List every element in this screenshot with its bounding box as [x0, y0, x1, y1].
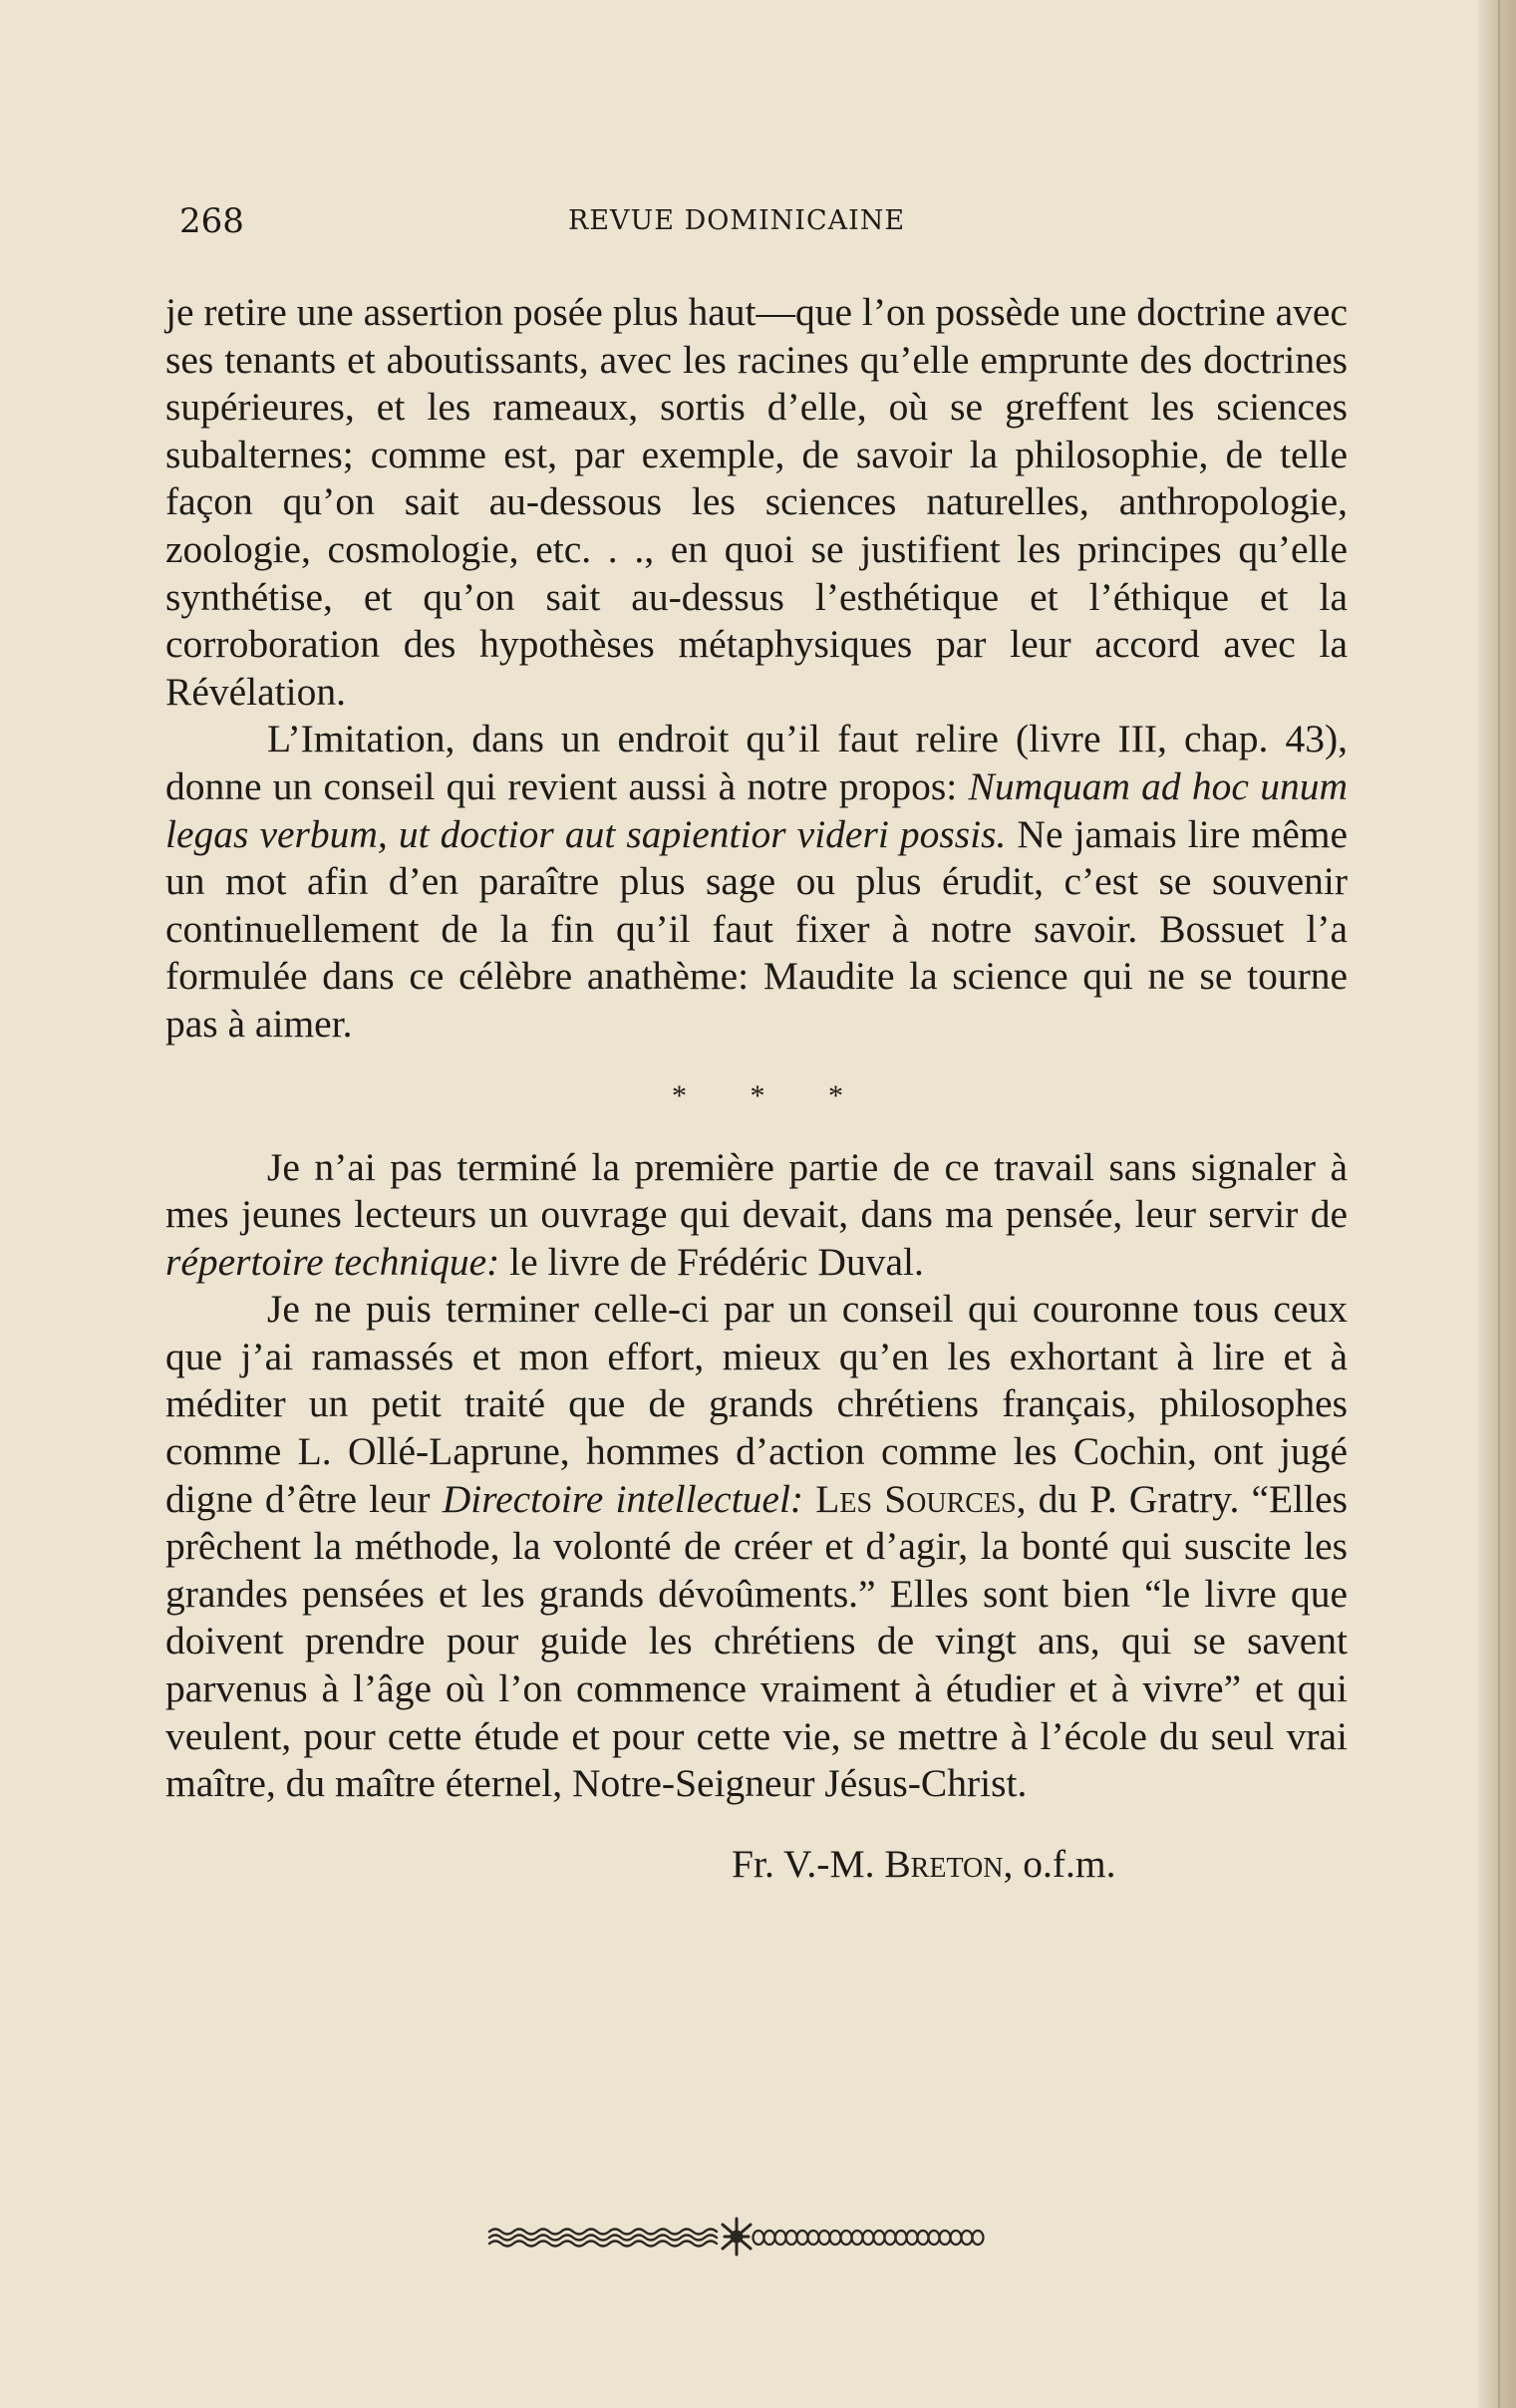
paragraph-2-intro: L’Imitation, dans un endroit qu’il faut relire (livre III, chap. 43), donne un conseil qui revient aussi à notre propos: [165, 717, 1348, 808]
page-edge-line [1498, 0, 1500, 2408]
page-edge [1478, 0, 1516, 2408]
author-signature [165, 1834, 1348, 1894]
book-title: Les Sources, [815, 1476, 1027, 1521]
section-separator: * * * [672, 1078, 871, 1112]
end-ornament [487, 2217, 986, 2257]
signature-suffix: o.f.m. [1013, 1841, 1116, 1886]
signature-surname: Breton, [884, 1841, 1014, 1886]
running-title: REVUE DOMINICAINE [568, 205, 906, 236]
paragraph-3 [165, 1144, 1348, 1287]
paragraph-4-before: Je ne puis terminer celle-ci par un conseil qui couronne tous ceux que j’ai ramassés et mon effort, mieux qu’en les exhortant à lire et à méditer un petit traité que de grands chrétiens français, philosophes comme L. Ollé-Laprune, hommes d’action comme les Cochin, ont jugé digne d’être leur [165, 1287, 1348, 1521]
paragraph-3-after: le livre de Frédéric Duval. [499, 1239, 924, 1284]
paragraph-4-after: du P. Gratry. “Elles prêchent la méthode, la volonté de créer et d’agir, la bonté qui suscite les grandes pensées et les grands dévoûments.” Elles sont bien “le livre que doivent prendre pour guide les chrétiens de vingt ans, qui se savent parvenus à l’âge où l’on commence vraiment à étudier et à vivre” et qui veulent, pour cette étude et pour cette vie, se mettre à l’école du seul vrai maître, du maître éternel, Notre-Seigneur Jésus-Christ. [165, 1476, 1348, 1806]
ornament-right-chain [754, 2231, 984, 2245]
paragraph-4 [165, 1286, 1348, 1808]
page-header [179, 197, 1346, 245]
paragraph-2 [165, 716, 1348, 1048]
ornament-center-flourish [723, 2219, 751, 2255]
ornament-left-wave [489, 2230, 717, 2247]
latin-quote: Numquam ad hoc unum legas verbum, ut doctior aut sapientior videri possis. [165, 763, 1348, 856]
paragraph-4-italic: Directoire intellectuel: [442, 1476, 804, 1521]
paragraph-1: je retire une assertion posée plus haut—que l’on possède une doctrine avec ses tenants et aboutissants, avec les racines qu’elle emprunte des doctrines supérieures, et les rameaux, sortis d’elle, où se greffent les sciences subalternes; comme est, par exemple, de savoir la philosophie, de telle façon qu’on sait au-dessous les sciences naturelles, anthropologie, zoologie, cosmologie, etc. . ., en quoi se justifient les principes qu’elle synthétise, et qu’on sait au-dessus l’esthétique et l’éthique et la corroboration des hypothèses métaphysiques par leur accord avec la Révélation. [165, 290, 1348, 714]
paragraph-3-italic: répertoire technique: [165, 1239, 500, 1284]
page-number: 268 [179, 201, 244, 241]
paragraph-3-before: Je n’ai pas terminé la première partie de ce travail sans signaler à mes jeunes lecteurs un ouvrage qui devait, dans ma pensée, leur servir de [165, 1144, 1348, 1237]
body-text [165, 289, 1348, 1894]
paragraph-2-rest: Ne jamais lire même un mot afin d’en paraître plus sage ou plus érudit, c’est se souvenir continuellement de la fin qu’il faut fixer à notre savoir. Bossuet l’a formulée dans ce célèbre anathème: Maudite la science qui ne se tourne pas à aimer. [165, 811, 1348, 1046]
signature-prefix: Fr. V.-M. [732, 1841, 885, 1886]
